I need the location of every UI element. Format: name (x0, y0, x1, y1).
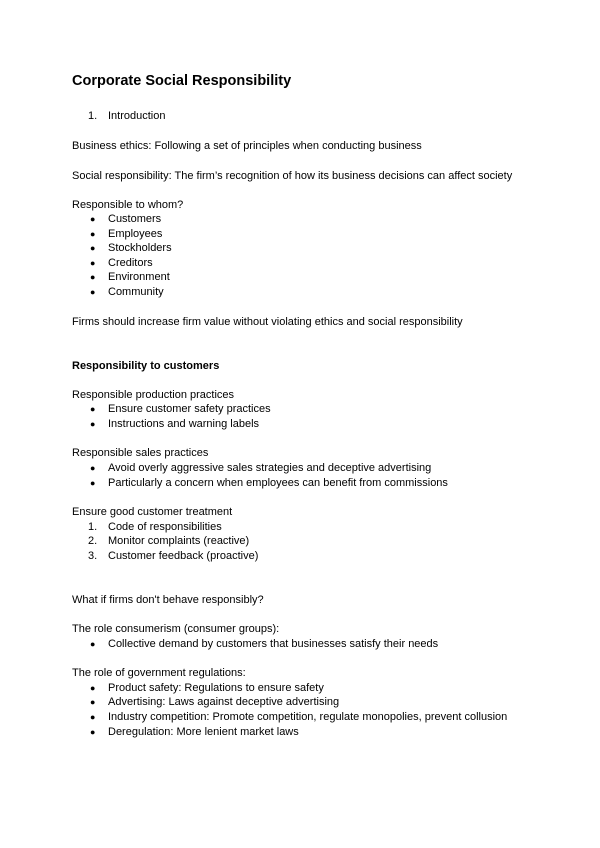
bullet-icon: ● (90, 287, 96, 297)
bullet-icon: ● (90, 229, 96, 239)
consumerism-heading: The role consumerism (consumer groups): (72, 623, 280, 635)
bullet-icon: ● (90, 712, 96, 722)
bullet-icon: ● (90, 463, 96, 473)
list-number: 3. (88, 550, 98, 562)
list-item-label: Avoid overly aggressive sales strategies and deceptive advertising (108, 462, 432, 474)
bullet-icon: ● (90, 727, 96, 737)
list-number: 1. (88, 110, 98, 122)
list-item-label: Industry competition: Promote competition, regulate monopolies, prevent collusion (108, 711, 508, 723)
responsible-to-whom-heading: Responsible to whom? (72, 199, 184, 211)
list-item-label: Community (108, 286, 164, 298)
list-item-label: Environment (108, 271, 170, 283)
social-responsibility-definition: Social responsibility: The firm’s recognition of how its business decisions can affect society (72, 170, 513, 182)
firm-value-statement: Firms should increase firm value without violating ethics and social responsibility (72, 316, 463, 328)
production-heading: Responsible production practices (72, 389, 235, 401)
bullet-icon: ● (90, 697, 96, 707)
list-item-label: Collective demand by customers that businesses satisfy their needs (108, 638, 439, 650)
bullet-icon: ● (90, 478, 96, 488)
list-item-label: Introduction (108, 110, 166, 122)
list-item-label: Monitor complaints (reactive) (108, 535, 250, 547)
bullet-icon: ● (90, 272, 96, 282)
page-title: Corporate Social Responsibility (72, 73, 292, 89)
bullet-icon: ● (90, 683, 96, 693)
list-number: 2. (88, 535, 98, 547)
list-item-label: Advertising: Laws against deceptive advertising (108, 696, 340, 708)
bullet-icon: ● (90, 404, 96, 414)
section-heading: Responsibility to customers (72, 360, 220, 372)
list-item-label: Code of responsibilities (108, 521, 222, 533)
business-ethics-definition: Business ethics: Following a set of principles when conducting business (72, 140, 422, 152)
bullet-icon: ● (90, 639, 96, 649)
sales-heading: Responsible sales practices (72, 447, 209, 459)
list-item-label: Instructions and warning labels (108, 418, 260, 430)
bullet-icon: ● (90, 258, 96, 268)
list-item-label: Creditors (108, 257, 153, 269)
bullet-icon: ● (90, 243, 96, 253)
list-item-label: Product safety: Regulations to ensure safety (108, 682, 324, 694)
bullet-icon: ● (90, 419, 96, 429)
regulations-heading: The role of government regulations: (72, 667, 246, 679)
what-if-question: What if firms don't behave responsibly? (72, 594, 264, 606)
list-item-label: Particularly a concern when employees can benefit from commissions (108, 477, 448, 489)
list-item-label: Employees (108, 228, 163, 240)
list-item-label: Customers (108, 213, 162, 225)
list-item-label: Customer feedback (proactive) (108, 550, 259, 562)
treatment-heading: Ensure good customer treatment (72, 506, 233, 518)
list-number: 1. (88, 521, 98, 533)
list-item-label: Deregulation: More lenient market laws (108, 726, 299, 738)
list-item-label: Stockholders (108, 242, 172, 254)
bullet-icon: ● (90, 214, 96, 224)
list-item-label: Ensure customer safety practices (108, 403, 271, 415)
